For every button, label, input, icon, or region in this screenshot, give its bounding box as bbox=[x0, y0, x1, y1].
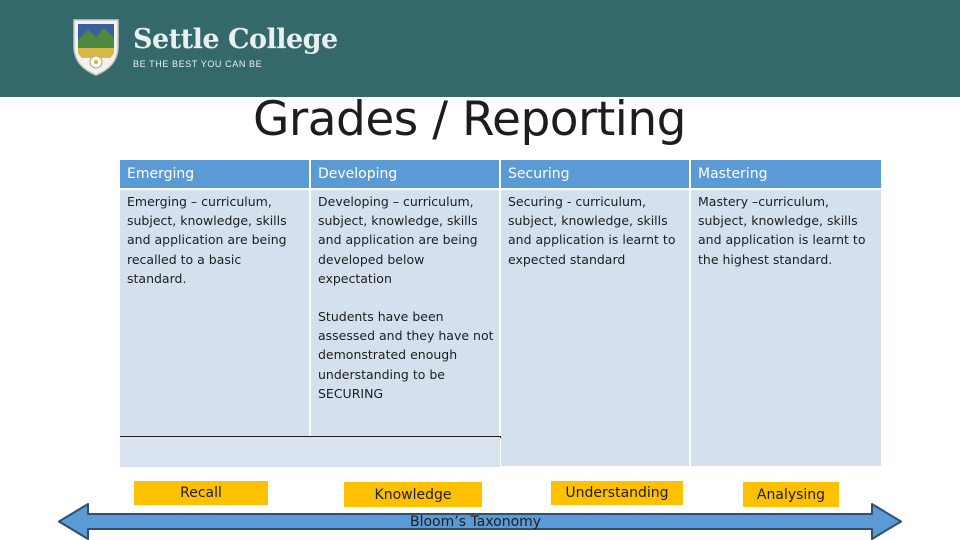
column-header-securing: Securing bbox=[501, 160, 690, 188]
school-tagline: BE THE BEST YOU CAN BE bbox=[133, 59, 263, 69]
grade-text-developing: Developing – curriculum, subject, knowledge, skills and application are being developed below expectation bbox=[318, 194, 478, 286]
grade-description-emerging bbox=[120, 188, 309, 288]
school-name: Settle College bbox=[133, 24, 338, 55]
page-title: Grades / Reporting bbox=[253, 92, 686, 147]
taxonomy-axis-label: Bloom’s Taxonomy bbox=[410, 514, 542, 530]
header-bar bbox=[0, 0, 960, 97]
taxonomy-level-recall: Recall bbox=[134, 481, 268, 505]
taxonomy-level-understanding: Understanding bbox=[551, 481, 683, 505]
grade-text-securing: Securing - curriculum, subject, knowledge, skills and application is learnt to expected standard bbox=[508, 194, 676, 267]
empty-row bbox=[120, 437, 500, 467]
grade-description-securing bbox=[501, 188, 690, 269]
college-crest-icon bbox=[72, 18, 120, 76]
grade-text-emerging: Emerging – curriculum, subject, knowledge, skills and application are being recalled to a basic standard. bbox=[127, 194, 287, 286]
grade-description-developing bbox=[311, 188, 500, 403]
column-divider bbox=[309, 160, 311, 466]
column-header-developing: Developing bbox=[311, 160, 500, 188]
taxonomy-level-knowledge: Knowledge bbox=[344, 482, 482, 507]
grades-table bbox=[120, 160, 881, 466]
developing-note: Students have been assessed and they have not demonstrated enough understanding to be SECURING bbox=[318, 309, 494, 401]
column-divider bbox=[499, 160, 501, 466]
column-header-mastering: Mastering bbox=[691, 160, 881, 188]
column-divider bbox=[689, 160, 691, 466]
column-header-emerging: Emerging bbox=[120, 160, 309, 188]
grade-text-mastering: Mastery –curriculum, subject, knowledge, skills and application is learnt to the highest standard. bbox=[698, 194, 866, 267]
taxonomy-level-analysing: Analysing bbox=[743, 482, 839, 507]
grade-description-mastering bbox=[691, 188, 881, 269]
